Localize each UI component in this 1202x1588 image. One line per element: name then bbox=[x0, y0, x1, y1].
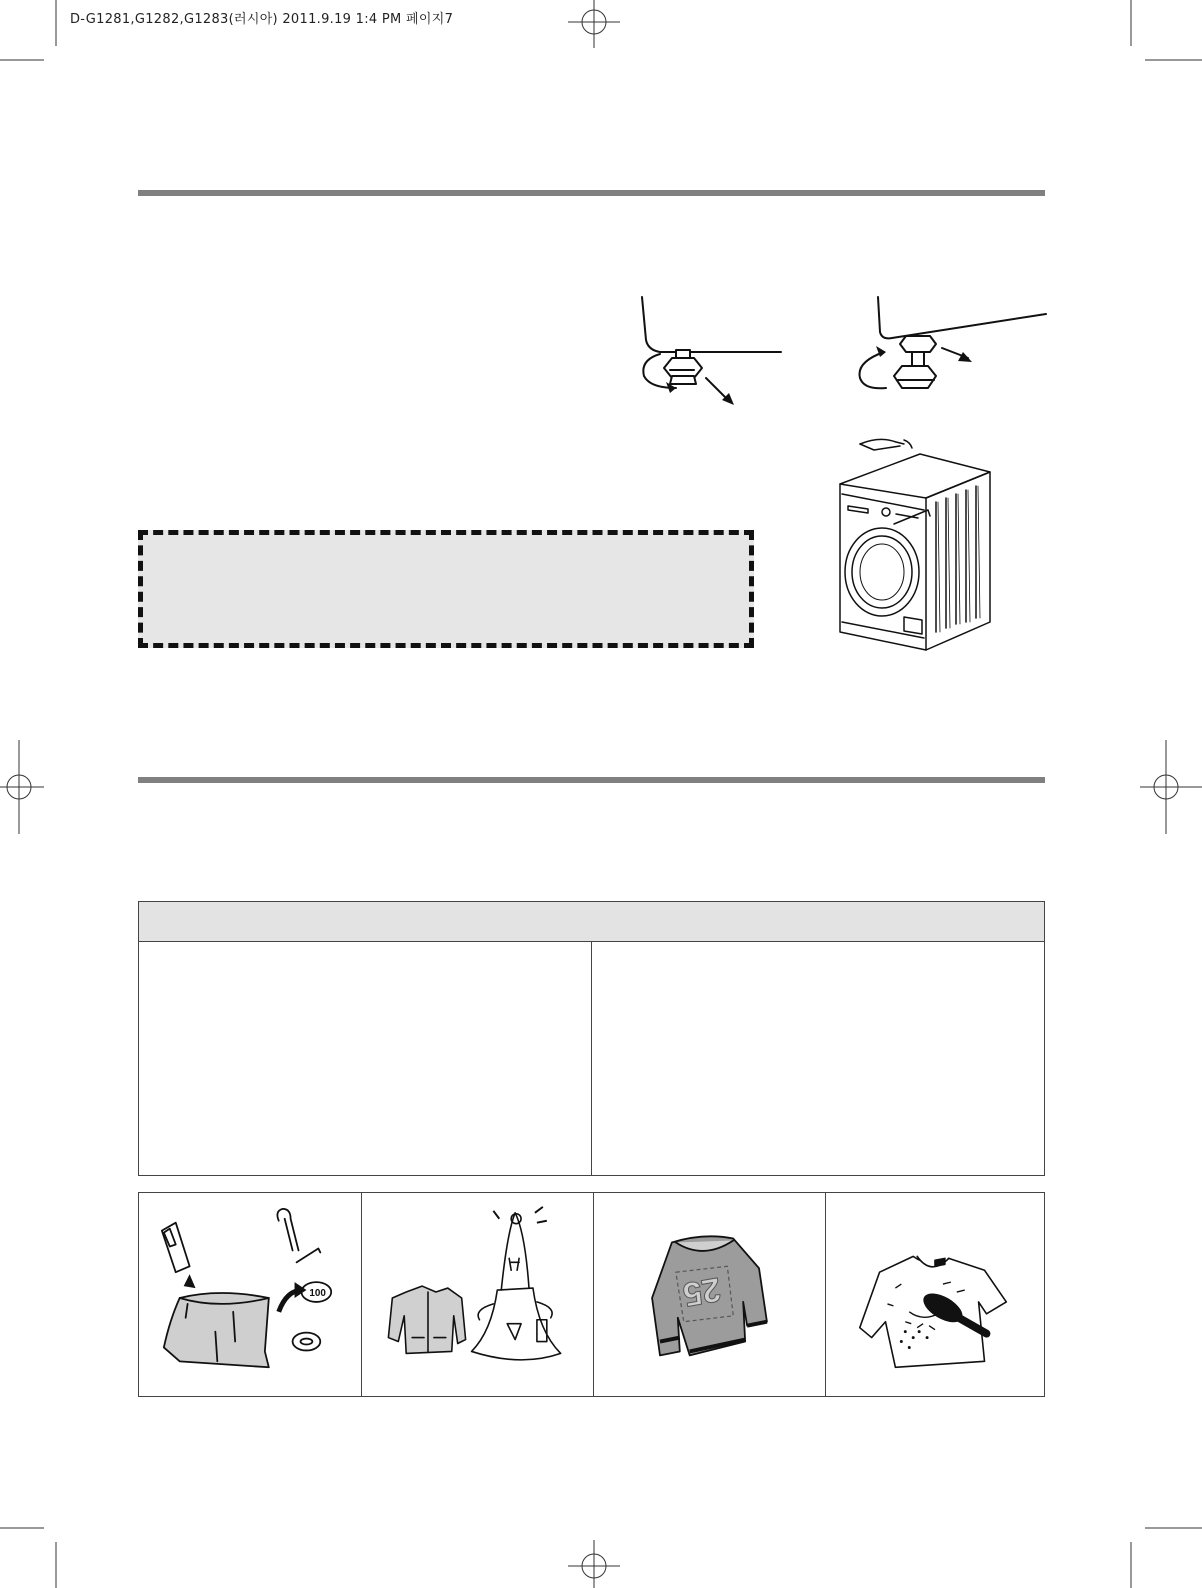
sweater-inside-out-icon bbox=[594, 1193, 825, 1396]
foot-unscrew-icon bbox=[850, 292, 1050, 407]
empty-pockets-icon bbox=[139, 1193, 361, 1396]
preparation-table-header bbox=[139, 902, 1044, 942]
illus-cell-jacket-apron bbox=[361, 1193, 593, 1396]
brush-tshirt-icon bbox=[826, 1193, 1044, 1396]
adjustable-foot-nut-icon bbox=[636, 292, 786, 407]
preparation-table-divider bbox=[591, 941, 592, 1175]
jacket-and-apron-icon bbox=[362, 1193, 593, 1396]
section-rule-middle bbox=[138, 777, 1045, 783]
dashed-note-box bbox=[138, 530, 754, 648]
laundry-illustration-strip bbox=[138, 1192, 1045, 1397]
section-rule-top bbox=[138, 190, 1045, 196]
washing-machine-icon bbox=[830, 432, 1000, 657]
preparation-table bbox=[138, 901, 1045, 1176]
print-slug: D-G1281,G1282,G1283(러시아) 2011.9.19 1:4 PM 페이지7 bbox=[70, 12, 454, 27]
sweater-number: 25 bbox=[680, 1269, 724, 1313]
illus-cell-pockets bbox=[139, 1193, 361, 1396]
illus-cell-sweater bbox=[593, 1193, 825, 1396]
coin-label: 100 bbox=[309, 1287, 326, 1299]
illus-cell-tshirt bbox=[825, 1193, 1044, 1396]
